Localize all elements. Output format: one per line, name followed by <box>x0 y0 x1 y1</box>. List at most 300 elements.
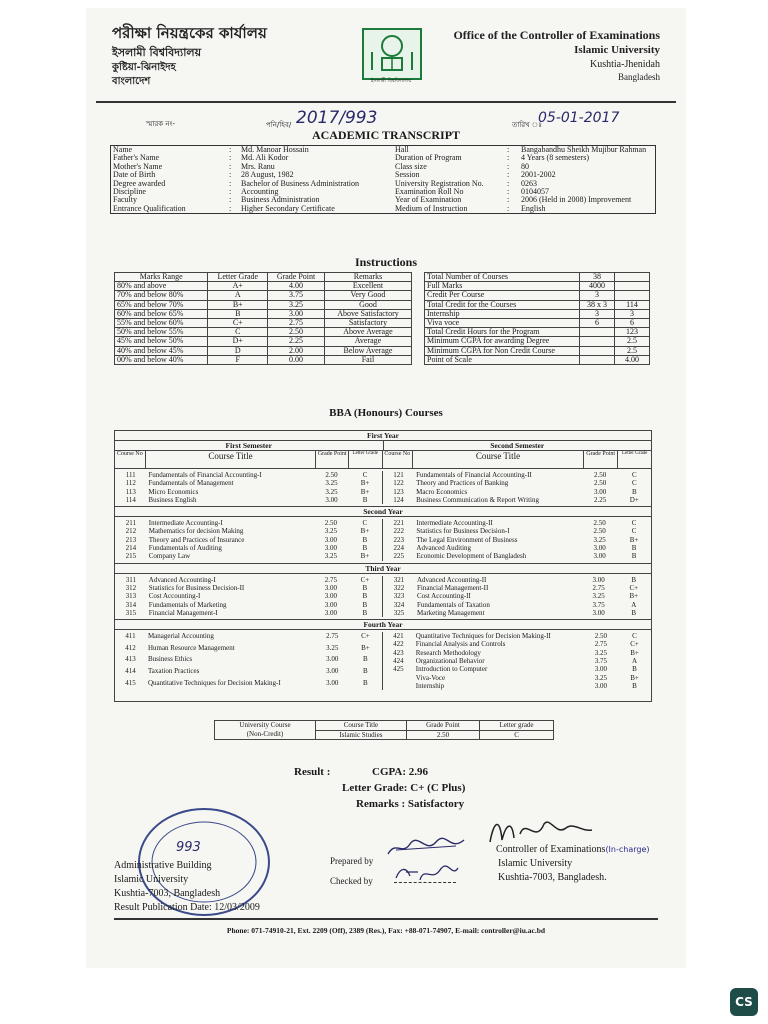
course-no: 414 <box>125 666 136 675</box>
course-no: 121 <box>393 471 404 479</box>
course-title: Intermediate Accounting-I <box>148 519 223 528</box>
course-letter-grade: C <box>631 519 637 528</box>
course-title: Economic Development of Bangladesh <box>416 552 527 561</box>
summary-total: 4.00 <box>615 355 650 364</box>
course-letter-grade: B <box>363 655 368 664</box>
course-no: 325 <box>393 608 405 617</box>
course-no: 314 <box>125 600 137 609</box>
course-letter-grade: B <box>631 544 637 553</box>
info-label-2: Medium of Instruction <box>395 203 468 213</box>
course-letter-grade: B+ <box>360 527 370 536</box>
en-country: Bangladesh <box>618 72 660 82</box>
contact-info: Phone: 071-74910-21, Ext. 2209 (Off), 2389 (Res.), Fax: +88-071-74907, E-mail: controller@iu.ac.bd <box>226 926 546 935</box>
first-semester-label: First Semester <box>115 441 384 450</box>
course-no: 323 <box>393 592 405 601</box>
course-grade-point: 3.00 <box>594 665 607 674</box>
course-letter-grade: B <box>362 544 368 553</box>
course-grade-point: 2.50 <box>594 471 607 479</box>
info-value-2: 80 <box>521 161 529 171</box>
info-colon: : <box>229 161 232 171</box>
course-title: Research Methodology <box>415 648 481 657</box>
course-row <box>383 479 651 487</box>
instructions-title: Instructions <box>354 255 417 269</box>
result-remarks: Remarks : Satisfactory <box>356 798 465 810</box>
info-label: Date of Birth <box>113 170 156 180</box>
course-no: 222 <box>393 527 404 536</box>
col-grade-point-2: Grade Point <box>584 451 619 468</box>
course-row <box>383 665 651 673</box>
course-title: Fundamentals of Financial Accounting-II <box>416 471 532 479</box>
summary-label: Minimum CGPA for awarding Degree <box>425 337 580 346</box>
first-semester-courses <box>115 576 383 617</box>
first-semester-courses <box>115 519 383 560</box>
course-no: 114 <box>125 495 136 504</box>
checked-signature <box>392 862 462 884</box>
course-grade-point: 3.00 <box>324 544 338 553</box>
course-row <box>383 601 651 609</box>
letter-grade: A+ <box>208 282 268 291</box>
controller-title <box>496 844 650 855</box>
course-row <box>115 679 383 691</box>
info-colon-2: : <box>507 187 510 197</box>
course-title: Statistics for Business Decision-II <box>148 583 245 592</box>
course-grade-point: 3.00 <box>326 655 339 664</box>
course-title: Organizational Behavior <box>415 657 485 666</box>
course-title: Financial Management-I <box>148 608 218 617</box>
info-colon: : <box>229 153 232 163</box>
course-no: 412 <box>125 643 136 652</box>
summary-label: Full Marks <box>425 282 580 291</box>
non-credit-gp: 2.50 <box>406 730 479 740</box>
course-letter-grade: B+ <box>630 673 639 682</box>
course-letter-grade: C <box>632 632 637 641</box>
info-value-2: 2006 (Held in 2008) Improvement <box>521 195 632 205</box>
info-value-2: 0263 <box>521 178 537 188</box>
result-label: Result : <box>294 766 331 778</box>
summary-label: Total Number of Courses <box>425 273 580 282</box>
letter-grade: B+ <box>208 300 268 309</box>
course-no: 124 <box>393 495 404 504</box>
info-label-2: University Registration No. <box>395 178 484 188</box>
course-letter-grade: D+ <box>629 495 639 504</box>
course-letter-grade: C+ <box>360 575 370 584</box>
course-grade-point: 3.00 <box>324 608 337 617</box>
grading-row <box>115 337 412 346</box>
remarks: Above Satisfactory <box>324 309 411 318</box>
course-row <box>115 496 383 504</box>
summary-total: 2.5 <box>615 337 650 346</box>
course-title: Financial Analysis and Controls <box>415 640 506 649</box>
summary-label: Minimum CGPA for Non Credit Course <box>425 346 580 355</box>
info-colon: : <box>229 195 232 205</box>
non-credit-h-lg: Letter grade <box>480 721 554 731</box>
course-title: Taxation Practices <box>147 666 200 675</box>
course-letter-grade: C <box>631 479 637 488</box>
courses-title: BBA (Honours) Courses <box>329 407 443 419</box>
course-letter-grade: B <box>362 495 368 504</box>
summary-label: Total Credit for the Courses <box>425 300 580 309</box>
remarks: Good <box>324 300 411 309</box>
course-title: Mathematics for decision Making <box>148 527 244 536</box>
grading-row <box>115 291 412 300</box>
first-semester-courses <box>115 632 383 690</box>
first-semester-courses <box>115 471 383 504</box>
course-title: Advanced Accounting-I <box>148 575 216 584</box>
marks-range: 00% and below 40% <box>115 355 208 364</box>
letter-grade: A <box>208 291 268 300</box>
course-row <box>115 479 383 487</box>
controller-suffix: (In-charge) <box>605 845 650 854</box>
summary-value: 6 <box>580 319 615 328</box>
info-colon: : <box>229 187 232 197</box>
en-location: Kushtia-Jhenidah <box>590 59 660 70</box>
course-row <box>383 674 651 682</box>
course-letter-grade: B+ <box>629 535 639 544</box>
course-row <box>383 584 651 592</box>
info-label: Faculty <box>113 195 137 205</box>
course-grade-point: 2.50 <box>593 527 606 536</box>
course-title: Fundamentals of Marketing <box>148 600 227 609</box>
course-no: 214 <box>125 544 137 553</box>
info-label: Discipline <box>113 187 146 197</box>
info-row <box>111 154 656 162</box>
summary-value: 3 <box>580 291 615 300</box>
grade-point: 3.00 <box>268 309 325 318</box>
course-title: Cost Accounting-I <box>148 592 201 601</box>
info-row <box>111 180 656 188</box>
marks-range: 65% and below 70% <box>115 300 208 309</box>
course-no: 113 <box>125 487 136 496</box>
course-no: 225 <box>393 552 404 561</box>
remarks: Satisfactory <box>324 319 411 328</box>
course-grade-point: 3.00 <box>593 544 606 553</box>
info-colon-2: : <box>507 145 510 154</box>
second-semester-label: Second Semester <box>490 441 545 450</box>
course-no: 415 <box>125 678 136 687</box>
info-row <box>111 163 656 171</box>
ref-label: স্মারক নং- <box>146 120 176 128</box>
course-title: The Legal Environment of Business <box>416 535 518 544</box>
course-grade-point: 3.25 <box>325 479 338 488</box>
course-grade-point: 3.00 <box>592 575 605 584</box>
course-grade-point: 3.00 <box>326 666 339 675</box>
courses-table <box>114 430 652 702</box>
course-title: Macro Economics <box>416 487 468 496</box>
col-course-no-2: Course No <box>383 451 414 468</box>
course-title: Fundamentals of Management <box>148 479 234 488</box>
info-value-2: Bangabandhu Sheikh Mujibur Rahman <box>521 145 647 154</box>
course-row <box>115 519 383 527</box>
summary-value <box>580 337 615 346</box>
course-grade-point: 3.25 <box>324 527 338 536</box>
course-no: 313 <box>125 592 137 601</box>
info-label: Entrance Qualification <box>113 203 186 213</box>
course-letter-grade: B+ <box>630 648 639 657</box>
summary-label: Credit Per Course <box>425 291 580 300</box>
info-label: Father's Name <box>113 153 160 163</box>
checked-line <box>394 882 456 883</box>
course-grade-point: 3.00 <box>324 600 337 609</box>
grading-row <box>115 355 412 364</box>
remarks: Excellent <box>324 282 411 291</box>
remarks: Fail <box>324 355 411 364</box>
course-row <box>383 576 651 584</box>
course-grade-point: 3.00 <box>325 495 338 504</box>
course-row <box>383 649 651 657</box>
grade-point: 0.00 <box>268 355 325 364</box>
grade-point: 2.25 <box>268 337 325 346</box>
grading-row <box>115 300 412 309</box>
summary-total: 2.5 <box>615 346 650 355</box>
course-grade-point: 2.50 <box>593 519 606 528</box>
marks-range: 45% and below 50% <box>115 337 208 346</box>
course-letter-grade: B <box>631 487 637 496</box>
course-no <box>383 674 414 682</box>
col-grade-point: Grade Point <box>316 451 349 468</box>
en-office-title: Office of the Controller of Examinations <box>453 28 660 42</box>
info-value: Bachelor of Business Administration <box>241 178 359 188</box>
grading-table <box>114 272 412 365</box>
course-title: Intermediate Accounting-II <box>416 519 493 528</box>
summary-total <box>615 291 650 300</box>
course-grade-point: 3.25 <box>325 487 338 496</box>
info-label-2: Session <box>395 170 420 180</box>
course-grade-point: 3.00 <box>326 678 339 687</box>
info-value: Accounting <box>241 187 279 197</box>
col-course-no: Course No <box>115 451 146 468</box>
grading-header: Letter Grade <box>208 273 268 282</box>
result-cgpa: CGPA: 2.96 <box>372 766 429 778</box>
course-no: 221 <box>393 519 404 528</box>
course-no: 422 <box>393 640 404 649</box>
course-no: 211 <box>125 519 136 528</box>
course-title: Introduction to Computer <box>415 665 488 674</box>
col-course-title: Course Title <box>146 451 317 468</box>
non-credit-course: Islamic Studies <box>316 730 407 740</box>
letter-grade: D <box>208 346 268 355</box>
course-letter-grade: C <box>631 471 637 479</box>
summary-value: 38 x 3 <box>580 300 615 309</box>
issue-date: 05-01-2017 <box>538 110 620 126</box>
course-row <box>115 632 383 644</box>
info-colon: : <box>229 203 232 213</box>
checked-by-label: Checked by <box>330 876 373 886</box>
non-credit-label-2: (Non-Credit) <box>246 730 284 738</box>
info-colon: : <box>229 178 232 188</box>
course-letter-grade: B+ <box>361 643 370 652</box>
course-grade-point: 3.75 <box>594 657 607 666</box>
controller-city: Kushtia-7003, Bangladesh. <box>498 872 607 883</box>
controller-university: Islamic University <box>498 858 573 869</box>
year-block <box>115 630 651 692</box>
result-letter-grade: Letter Grade: C+ (C Plus) <box>342 782 466 794</box>
remarks: Above Average <box>324 328 411 337</box>
course-letter-grade: B+ <box>360 552 370 561</box>
course-title: Business English <box>148 495 197 504</box>
summary-total: 123 <box>615 328 650 337</box>
info-colon-2: : <box>507 195 510 205</box>
non-credit-h-gp: Grade Point <box>406 721 479 731</box>
publication-date: Result Publication Date: 12/03/2009 <box>114 902 260 913</box>
bn-country: বাংলাদেশ <box>112 76 151 87</box>
course-title: Fundamentals of Taxation <box>416 600 490 609</box>
course-row <box>115 644 383 656</box>
course-row <box>115 552 383 560</box>
course-no: 224 <box>393 544 404 553</box>
info-label: Name <box>113 145 133 154</box>
course-letter-grade: B <box>362 592 368 601</box>
course-letter-grade: C <box>362 519 368 528</box>
course-no: 111 <box>125 471 136 479</box>
summary-row <box>425 355 650 364</box>
summary-label: Total Credit Hours for the Program <box>425 328 580 337</box>
course-row <box>115 655 383 667</box>
controller-signature <box>486 814 596 848</box>
course-no: 223 <box>393 535 404 544</box>
course-grade-point: 3.00 <box>594 487 607 496</box>
info-value: 28 August, 1982 <box>241 170 294 180</box>
info-label-2: Duration of Program <box>395 153 462 163</box>
course-no: 122 <box>393 479 404 488</box>
info-value-2: 2001-2002 <box>521 170 556 180</box>
marks-range: 55% and below 60% <box>115 319 208 328</box>
course-letter-grade: B+ <box>629 592 639 601</box>
course-no: 123 <box>393 487 404 496</box>
course-grade-point: 2.25 <box>594 495 607 504</box>
summary-total: 114 <box>615 300 650 309</box>
course-grade-point: 3.00 <box>593 552 606 561</box>
course-grade-point: 3.25 <box>594 673 607 682</box>
course-row <box>115 601 383 609</box>
course-letter-grade: B <box>363 666 368 675</box>
course-row <box>383 488 651 496</box>
course-row <box>383 544 651 552</box>
transcript-page <box>86 8 686 968</box>
bn-university: ইসলামী বিশ্ববিদ্যালয় <box>112 46 202 59</box>
course-row <box>383 632 651 640</box>
summary-label: Viva voce <box>425 319 580 328</box>
course-no: 322 <box>393 583 405 592</box>
course-row <box>383 640 651 648</box>
page-title: ACADEMIC TRANSCRIPT <box>311 128 461 142</box>
course-title: Managerial Accounting <box>147 632 214 641</box>
course-no <box>383 682 414 690</box>
summary-total: 6 <box>615 319 650 328</box>
course-no: 212 <box>125 527 137 536</box>
info-colon-2: : <box>507 161 510 171</box>
grading-header: Marks Range <box>115 273 208 282</box>
info-value: Md. Manoar Hossain <box>241 145 309 154</box>
course-no: 311 <box>125 575 136 584</box>
address-university: Islamic University <box>114 874 189 885</box>
letter-grade: C+ <box>208 319 268 328</box>
course-letter-grade: B <box>362 600 368 609</box>
course-title: Viva-Voce <box>415 673 446 682</box>
info-colon: : <box>229 145 232 154</box>
logo-caption: ইসলামী বিশ্ববিদ্যালয় <box>370 78 412 84</box>
remarks: Average <box>324 337 411 346</box>
non-credit-lg: C <box>480 730 554 740</box>
course-letter-grade: B <box>362 608 368 617</box>
col-letter-grade: Letter Grade <box>349 451 383 468</box>
credit-summary-table <box>424 272 650 365</box>
info-row <box>111 196 656 204</box>
info-label-2: Year of Examination <box>395 195 462 205</box>
summary-row <box>425 346 650 355</box>
course-grade-point: 2.75 <box>594 640 607 649</box>
info-value-2: 0104057 <box>521 187 549 197</box>
course-title: Theory and Practices of Banking <box>416 479 509 488</box>
course-row <box>383 496 651 504</box>
address-city: Kushtia-7003, Bangladesh <box>114 888 221 899</box>
seal-number: 993 <box>176 840 201 855</box>
course-row <box>383 552 651 560</box>
course-row <box>383 536 651 544</box>
year-label: Third Year <box>115 563 651 574</box>
course-letter-grade: A <box>631 600 637 609</box>
course-grade-point: 2.75 <box>324 575 337 584</box>
letter-grade: B <box>208 309 268 318</box>
col-course-title-2: Course Title <box>413 451 584 468</box>
course-row <box>383 592 651 600</box>
second-semester-courses <box>383 471 651 504</box>
course-grade-point: 3.00 <box>324 592 337 601</box>
summary-value <box>580 328 615 337</box>
course-row <box>115 527 383 535</box>
course-letter-grade: B <box>632 665 637 674</box>
course-row <box>383 471 651 479</box>
course-row <box>115 488 383 496</box>
course-grade-point: 3.25 <box>592 592 605 601</box>
course-row <box>383 657 651 665</box>
grade-point: 4.00 <box>268 282 325 291</box>
ref-number: 2017/993 <box>296 108 378 128</box>
course-grade-point: 2.75 <box>592 583 605 592</box>
summary-value <box>580 346 615 355</box>
course-grade-point: 3.75 <box>592 600 605 609</box>
year-block <box>115 469 651 506</box>
course-letter-grade: C <box>362 471 368 479</box>
year-label: Second Year <box>115 506 651 517</box>
summary-label: Internship <box>425 309 580 318</box>
course-grade-point: 3.25 <box>594 648 607 657</box>
course-title: Advanced Auditing <box>416 544 472 553</box>
info-value: Md. Ali Kodor <box>241 153 289 163</box>
course-row <box>383 527 651 535</box>
course-title: Quantitative Techniques for Decision Making-II <box>415 632 551 641</box>
prepared-by-label: Prepared by <box>330 856 374 866</box>
course-grade-point: 2.50 <box>324 519 338 528</box>
grading-header: Grade Point <box>268 273 325 282</box>
second-semester-courses <box>383 576 651 617</box>
course-letter-grade: B <box>631 575 637 584</box>
course-letter-grade: C+ <box>630 640 639 649</box>
info-label: Degree awarded <box>113 178 166 188</box>
info-colon-2: : <box>507 203 510 213</box>
course-no: 315 <box>125 608 137 617</box>
info-row <box>111 171 656 179</box>
course-title: Fundamentals of Auditing <box>148 544 222 553</box>
course-title: Business Communication & Report Writing <box>416 495 539 504</box>
grading-row <box>115 346 412 355</box>
course-grade-point: 2.50 <box>594 632 607 641</box>
course-letter-grade: A <box>631 657 638 666</box>
course-letter-grade: B <box>632 681 637 690</box>
grade-point: 2.75 <box>268 319 325 328</box>
summary-row <box>425 337 650 346</box>
course-grade-point: 3.25 <box>593 535 606 544</box>
summary-row <box>425 291 650 300</box>
